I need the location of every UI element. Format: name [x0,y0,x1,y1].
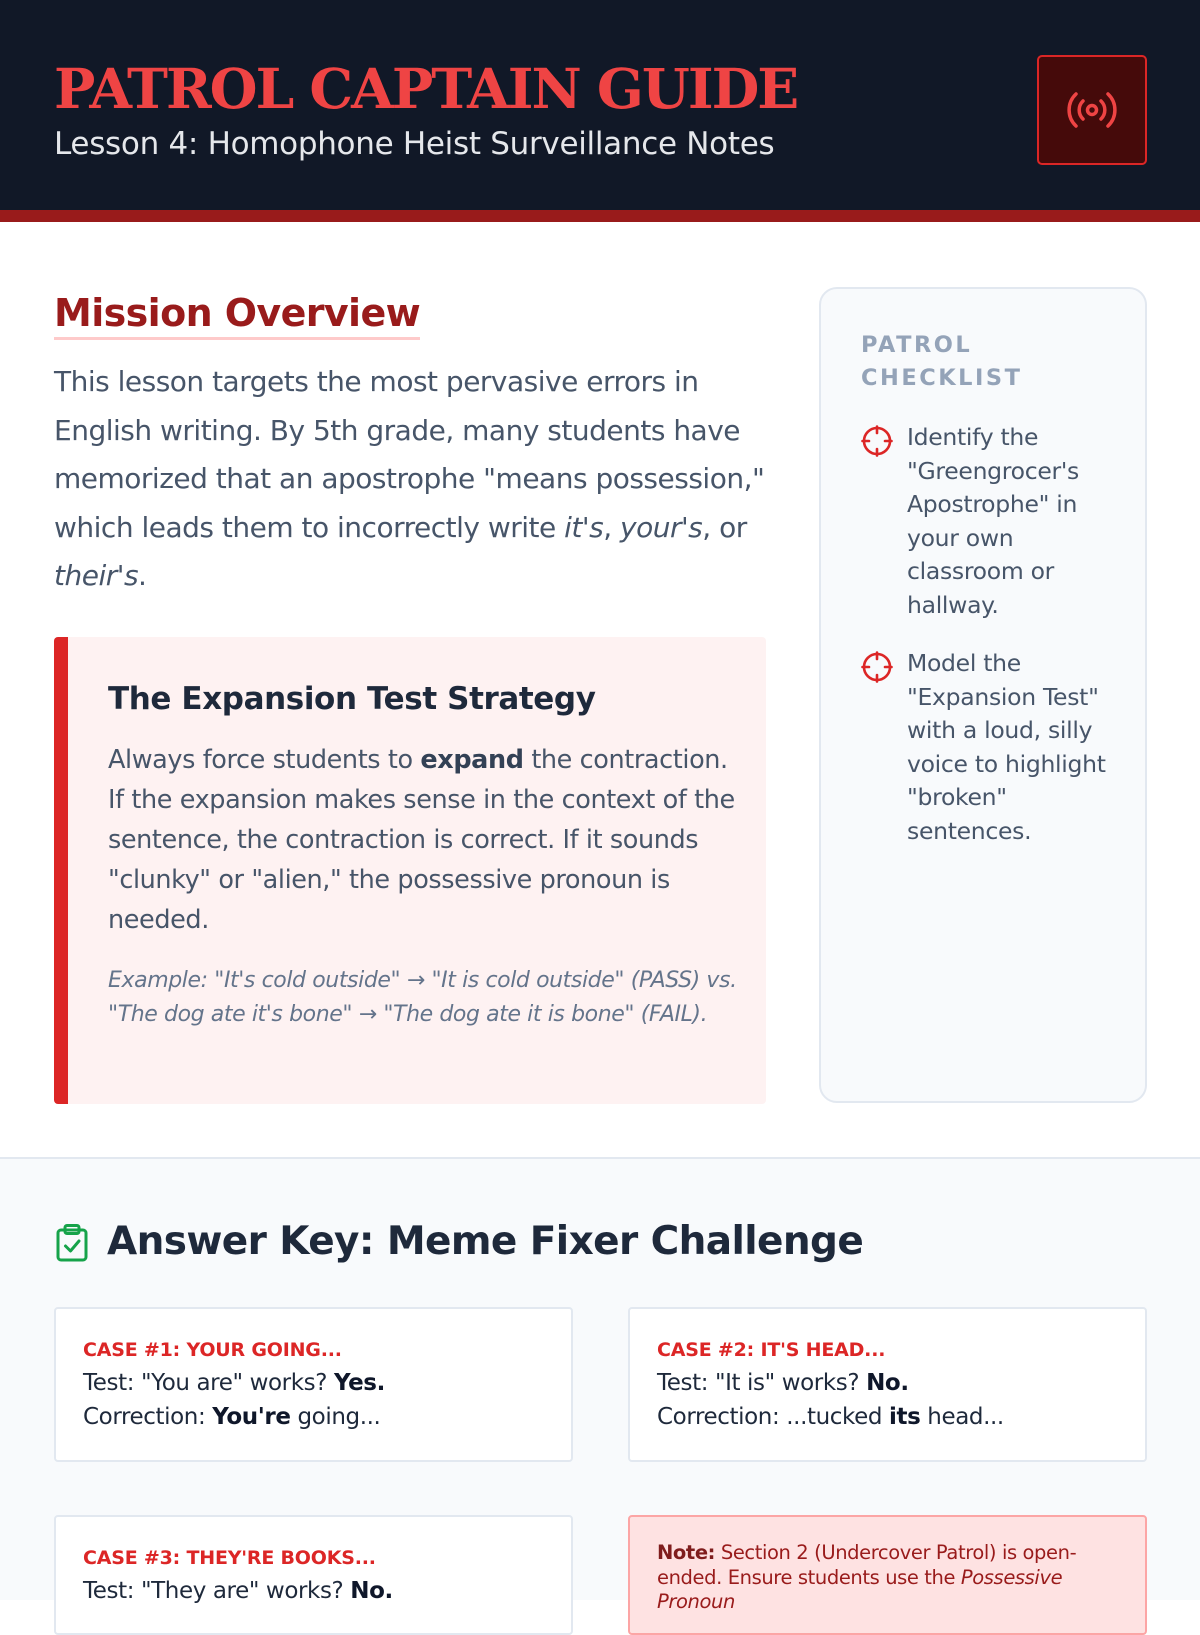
answer-key-note [628,1515,1147,1635]
page-header [0,0,1200,222]
case-card [54,1307,573,1462]
broadcast-badge [1037,55,1147,165]
answer-key-section [0,1157,1200,1613]
example-theirs: their's [54,559,139,592]
case-title: CASE #3: THEY'RE BOOKS... [83,1547,376,1569]
page-subtitle: Lesson 4: Homophone Heist Surveillance Notes [54,126,775,162]
mission-overview-heading: Mission Overview [54,289,420,340]
case-test-line: Test: "It is" works? No. [657,1370,909,1396]
case-test-line: Test: "You are" works? Yes. [83,1370,385,1396]
checklist-item-text: Model the "Expansion Test" with a loud, silly voice to highlight "broken" sentences. [907,649,1106,845]
case-correction-line: Correction: You're going... [83,1404,381,1430]
case-title: CASE #2: IT'S HEAD... [657,1339,886,1361]
case-card [628,1307,1147,1462]
crosshair-icon [861,651,893,683]
checklist-item-text: Identify the "Greengrocer's Apostrophe" in your own classroom or hallway. [907,423,1079,619]
case-correction-line: Correction: ...tucked its head... [657,1404,1004,1430]
clipboard-check-icon [54,1223,90,1263]
crosshair-icon [861,425,893,457]
callout-title: The Expansion Test Strategy [108,681,596,717]
mission-overview-text: This lesson targets the most pervasive errors in English writing. By 5th grade, many students have memorized that an apostrophe "means possession," which leads them to incorrectly write it's, your's, or their's. [54,365,765,592]
page-title: PATROL CAPTAIN GUIDE [54,56,798,121]
checklist-item [861,421,1131,622]
expansion-test-callout [54,637,766,1104]
note-text: Note: Section 2 (Undercover Patrol) is open-ended. Ensure students use the Possessive Pronoun [657,1541,1077,1613]
case-card [54,1515,573,1635]
callout-example: Example: "It's cold outside" → "It is cold outside" (PASS) vs. "The dog ate it's bone" → "The dog ate it is bone" (FAIL). [108,968,737,1027]
patrol-checklist [819,287,1147,1103]
callout-body: Always force students to expand the contraction. If the expansion makes sense in the context of the sentence, the contraction is correct. If it sounds "clunky" or "alien," the possessive pronoun is needed. [108,745,735,935]
case-title: CASE #1: YOUR GOING... [83,1339,342,1361]
example-its: it's [564,510,604,544]
checklist-item [861,647,1131,848]
broadcast-icon [1066,90,1118,130]
checklist-title: PATROL CHECKLIST [861,332,1023,391]
answer-key-heading: Answer Key: Meme Fixer Challenge [107,1219,864,1264]
case-test-line: Test: "They are" works? No. [83,1578,393,1604]
example-yours: your's [620,510,703,544]
